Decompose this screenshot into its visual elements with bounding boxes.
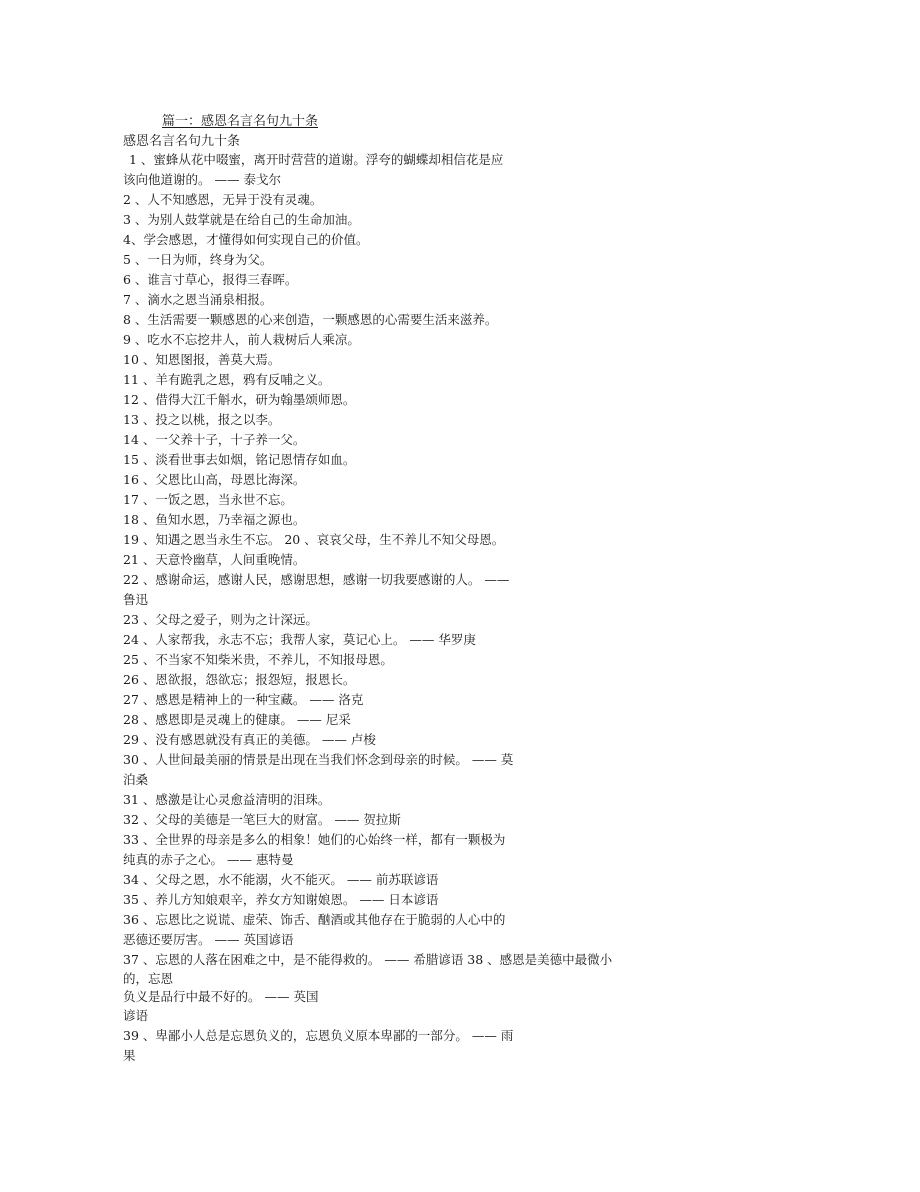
quote-line: 1 、蜜蜂从花中啜蜜，离开时营营的道谢。浮夸的蝴蝶却相信花是应 bbox=[129, 152, 504, 167]
quote-line: 17 、一饭之恩，当永世不忘。 bbox=[123, 492, 293, 507]
quote-line: 36 、忘恩比之说谎、虚荣、饰舌、酗酒或其他存在于脆弱的人心中的 bbox=[123, 912, 506, 927]
quote-line: 29 、没有感恩就没有真正的美德。 —— 卢梭 bbox=[123, 732, 376, 747]
document-subtitle: 感恩名言名句九十条 bbox=[123, 134, 241, 149]
document-title: 篇一：感恩名言名句九十条 bbox=[162, 114, 319, 129]
quote-line: 32 、父母的美德是一笔巨大的财富。 —— 贺拉斯 bbox=[123, 812, 401, 827]
quote-line: 12 、借得大江千斛水，研为翰墨颂师恩。 bbox=[123, 392, 356, 407]
quote-line: 37 、忘恩的人落在困难之中，是不能得救的。 —— 希腊谚语 38 、感恩是美德中最微小 bbox=[123, 952, 613, 967]
quote-line: 7 、滴水之恩当涌泉相报。 bbox=[123, 292, 273, 307]
quote-line: 31 、感激是让心灵愈益清明的泪珠。 bbox=[123, 792, 331, 807]
quote-line: 19 、知遇之恩当永生不忘。 20 、哀哀父母，生不养儿不知父母恩。 bbox=[123, 532, 505, 547]
quote-line: 该向他道谢的。 —— 泰戈尔 bbox=[123, 172, 281, 187]
quote-line: 25 、不当家不知柴米贵，不养儿，不知报母恩。 bbox=[123, 652, 393, 667]
quote-line: 27 、感恩是精神上的一种宝藏。 —— 洛克 bbox=[123, 692, 364, 707]
quote-line: 6 、谁言寸草心，报得三春晖。 bbox=[123, 272, 298, 287]
quote-line: 26 、恩欲报，怨欲忘；报怨短，报恩长。 bbox=[123, 672, 356, 687]
quote-line: 16 、父恩比山高，母恩比海深。 bbox=[123, 472, 306, 487]
quote-line: 33 、全世界的母亲是多么的相象！她们的心始终一样，都有一颗极为 bbox=[123, 832, 506, 847]
quote-line: 5 、一日为师，终身为父。 bbox=[123, 252, 273, 267]
quote-line: 30 、人世间最美丽的情景是出现在当我们怀念到母亲的时候。 —— 莫 bbox=[123, 752, 514, 767]
quote-line: 21 、天意怜幽草，人间重晚情。 bbox=[123, 552, 306, 567]
quote-line: 果 bbox=[123, 1048, 136, 1063]
quote-line: 的，忘恩 bbox=[123, 971, 174, 986]
quote-line: 谚语 bbox=[123, 1008, 149, 1023]
quote-line: 纯真的赤子之心。 —— 惠特曼 bbox=[123, 852, 294, 867]
quote-line: 34 、父母之恩，水不能溺，火不能灭。 —— 前苏联谚语 bbox=[123, 872, 439, 887]
quote-line: 13 、投之以桃，报之以李。 bbox=[123, 412, 281, 427]
quote-line: 4、学会感恩，才懂得如何实现自己的价值。 bbox=[123, 232, 369, 247]
quote-line: 8 、生活需要一颗感恩的心来创造，一颗感恩的心需要生活来滋养。 bbox=[123, 312, 498, 327]
quote-line: 39 、卑鄙小人总是忘恩负义的，忘恩负义原本卑鄙的一部分。 —— 雨 bbox=[123, 1028, 514, 1043]
quote-line: 3 、为别人鼓掌就是在给自己的生命加油。 bbox=[123, 212, 360, 227]
quote-line: 23 、父母之爱子，则为之计深远。 bbox=[123, 612, 318, 627]
quote-line: 35 、养儿方知娘艰辛，养女方知谢娘恩。 —— 日本谚语 bbox=[123, 892, 439, 907]
quote-line: 10 、知恩图报，善莫大焉。 bbox=[123, 352, 281, 367]
quote-line: 18 、鱼知水恩，乃幸福之源也。 bbox=[123, 512, 306, 527]
quote-line: 负义是品行中最不好的。 —— 英国 bbox=[123, 989, 319, 1004]
quote-line: 15 、淡看世事去如烟，铭记恩情存如血。 bbox=[123, 452, 356, 467]
quote-line: 恶德还要厉害。 —— 英国谚语 bbox=[123, 932, 294, 947]
quote-line: 22 、感谢命运，感谢人民，感谢思想，感谢一切我要感谢的人。 —— bbox=[123, 572, 510, 587]
quote-line: 11 、羊有跪乳之恩，鸦有反哺之义。 bbox=[123, 372, 331, 387]
quote-line: 鲁迅 bbox=[123, 592, 149, 607]
quote-line: 2 、人不知感恩，无异于没有灵魂。 bbox=[123, 192, 323, 207]
quote-line: 28 、感恩即是灵魂上的健康。 —— 尼采 bbox=[123, 712, 351, 727]
quote-line: 9 、吃水不忘挖井人，前人栽树后人乘凉。 bbox=[123, 332, 360, 347]
quote-line: 14 、一父养十子，十子养一父。 bbox=[123, 432, 306, 447]
quote-line: 泊桑 bbox=[123, 772, 149, 787]
quote-list bbox=[123, 150, 683, 1066]
quote-line: 24 、人家帮我，永志不忘；我帮人家，莫记心上。 —— 华罗庚 bbox=[123, 632, 476, 647]
